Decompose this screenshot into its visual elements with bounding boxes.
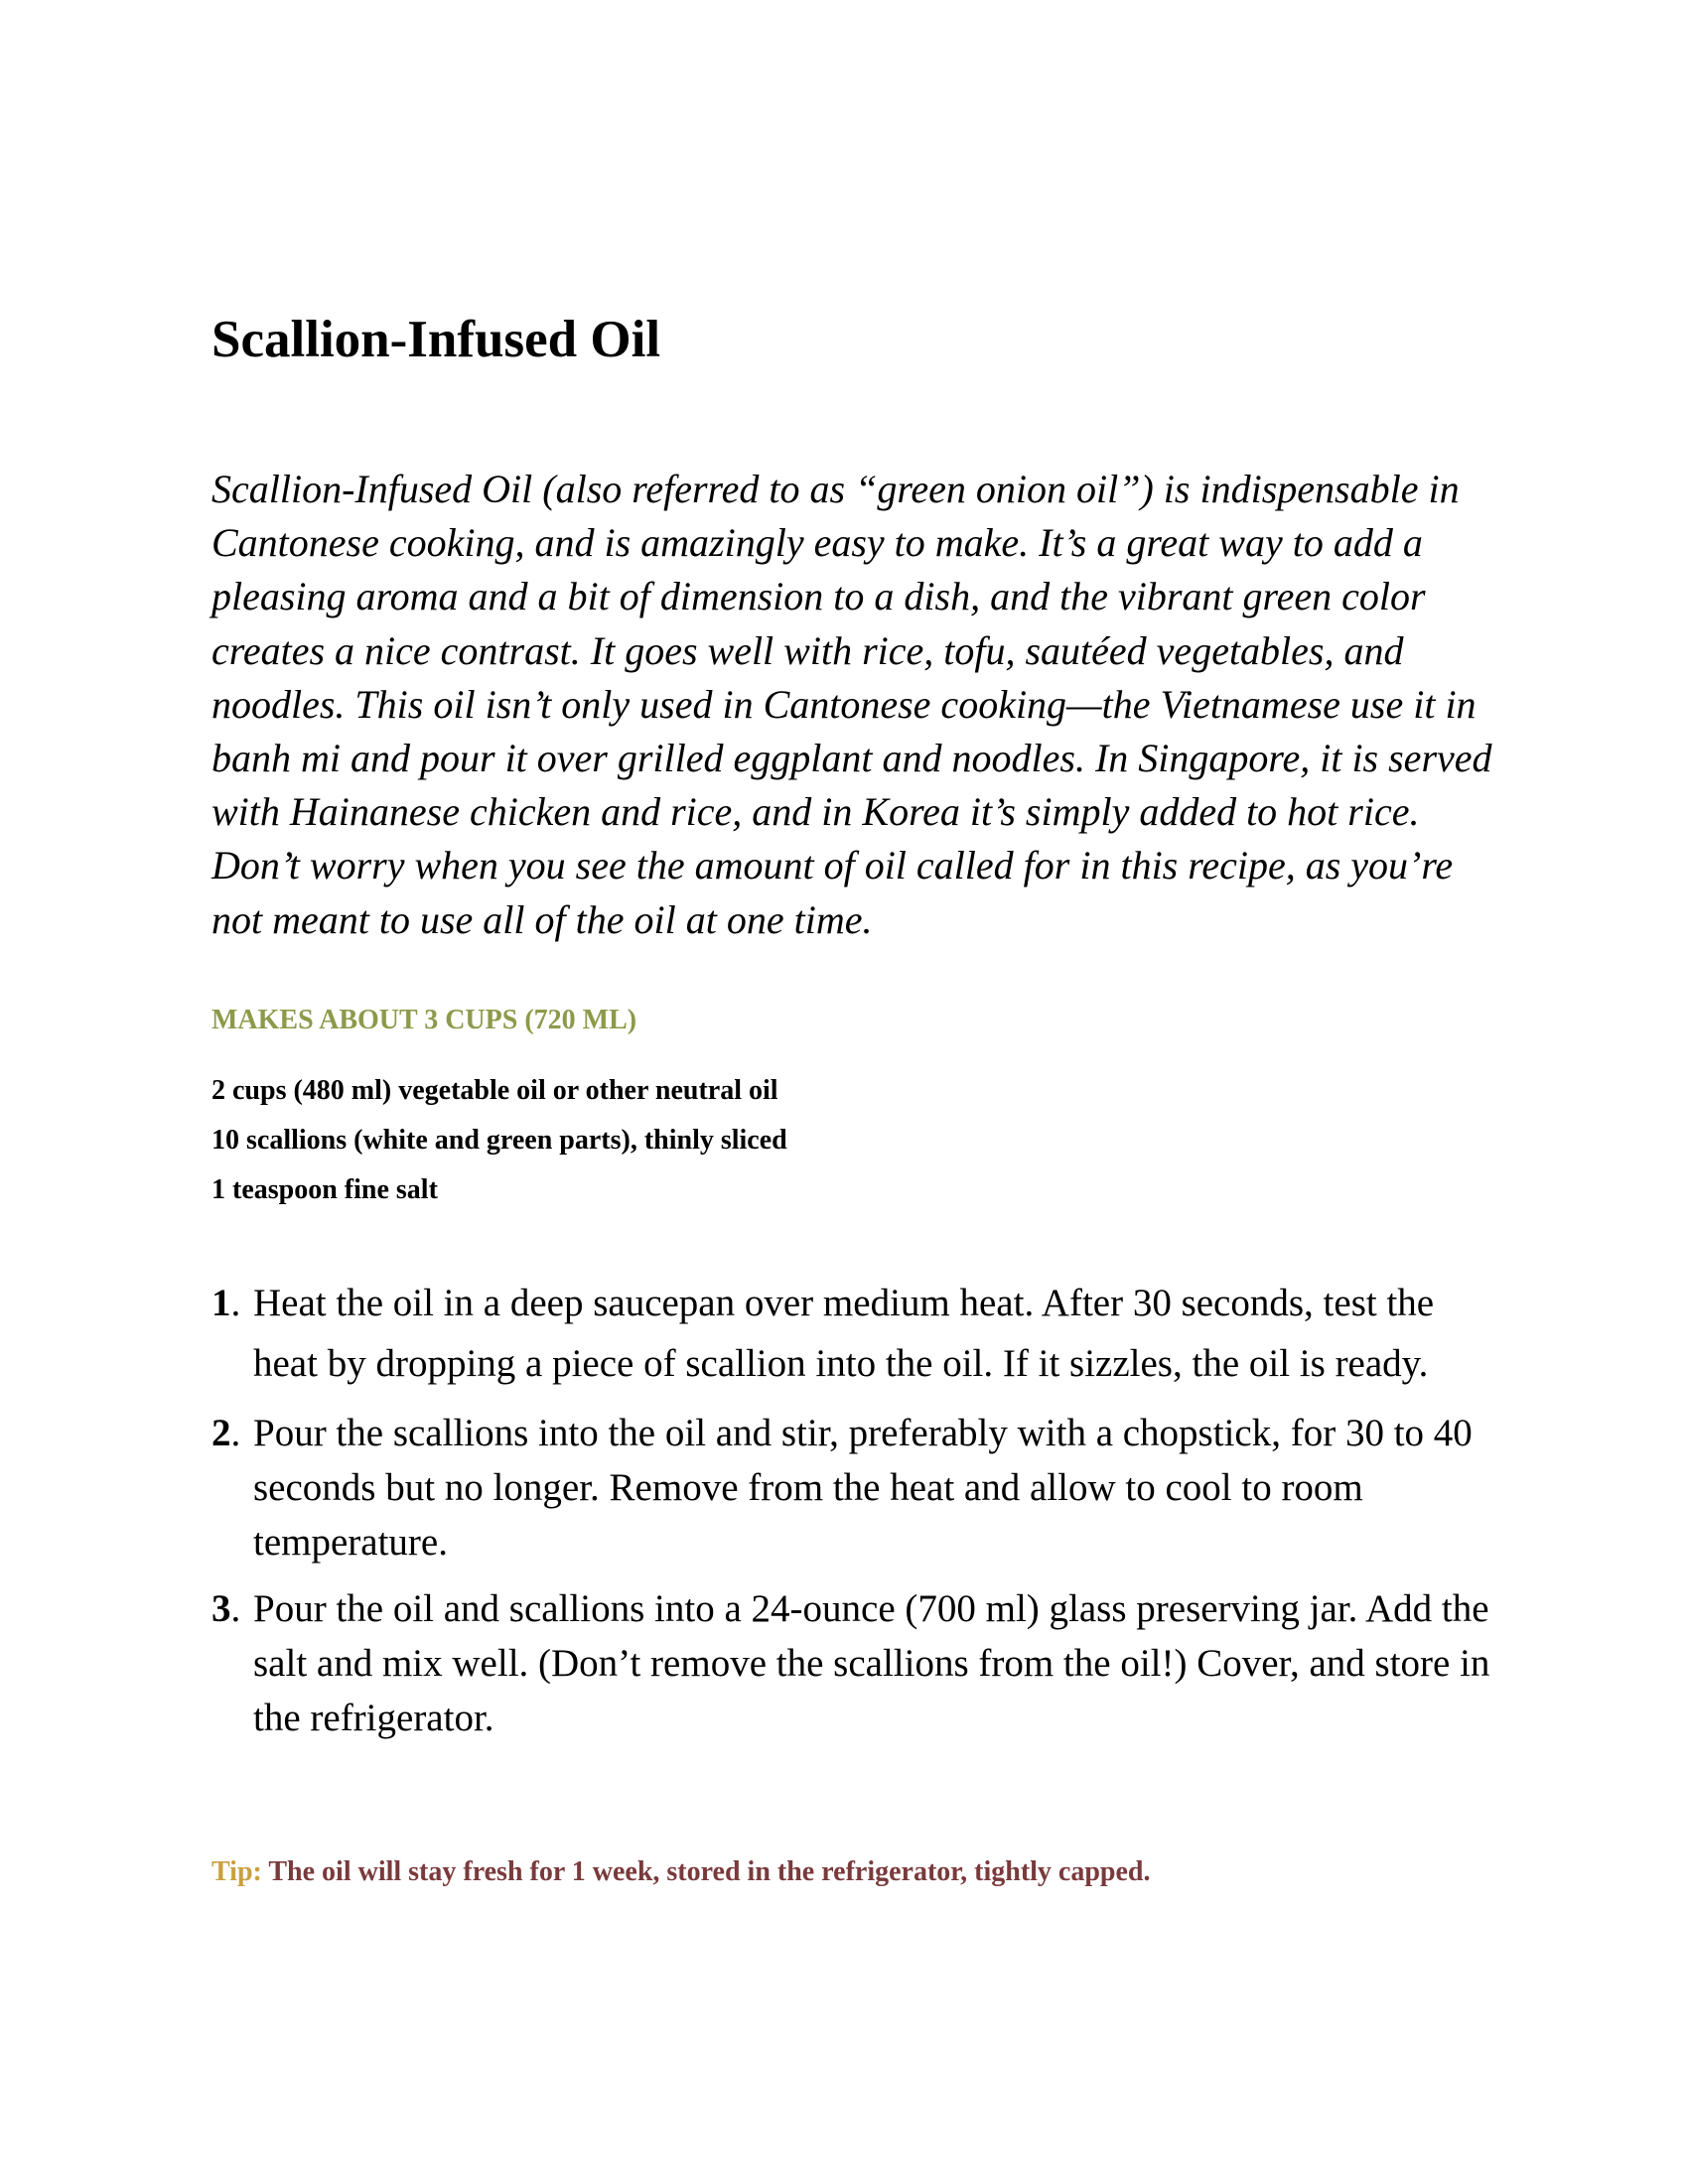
recipe-intro: Scallion-Infused Oil (also referred to as “green onion oil”) is indispensable in Cantonese cooking, and is amazingly easy to make. It’s a great way to add a pleasing aroma and a bit of dimension to a dish, and the vibrant green color creates a nice contrast. It goes well with rice, tofu, sautéed vegetables, and noodles. This oil isn’t only used in Cantonese cooking—the Vietnamese use it in banh mi and pour it over grilled eggplant and noodles. In Singapore, it is served with Hainanese chicken and rice, and in Korea it’s simply added to hot rice. Don’t worry when you see the amount of oil called for in this recipe, as you’re not meant to use all of the oil at one time. [211,467,1492,942]
step-number: 2. [211,1412,241,1454]
ingredient-list [211,1066,787,1215]
recipe-yield: MAKES ABOUT 3 CUPS (720 ML) [211,1005,637,1035]
step-number: 1. [211,1282,241,1324]
step-item [211,1406,1492,1570]
step-text: Pour the oil and scallions into a 24-ounce (700 ml) glass preserving jar. Add the salt and mix well. (Don’t remove the scallions from the oil!) Cover, and store in the refrigerator. [253,1587,1490,1739]
tip-label: Tip: [211,1856,262,1887]
step-item [211,1581,1492,1745]
step-list [211,1273,1492,1745]
recipe-title: Scallion-Infused Oil [211,311,661,368]
step-text: Pour the scallions into the oil and stir, preferably with a chopstick, for 30 to 40 seconds but no longer. Remove from the heat and allow to cool to room temperature. [253,1412,1473,1564]
step-text: Heat the oil in a deep saucepan over medium heat. After 30 seconds, test the heat by dropping a piece of scallion into the oil. If it sizzles, the oil is ready. [253,1282,1435,1385]
step-item [211,1273,1492,1394]
step-number: 3. [211,1587,241,1630]
ingredient-item: 1 teaspoon fine salt [211,1174,438,1205]
recipe-tip [211,1854,1151,1890]
ingredient-item: 10 scallions (white and green parts), thinly sliced [211,1125,787,1156]
tip-text: The oil will stay fresh for 1 week, stored in the refrigerator, tightly capped. [268,1856,1151,1887]
ingredient-item: 2 cups (480 ml) vegetable oil or other neutral oil [211,1075,778,1106]
